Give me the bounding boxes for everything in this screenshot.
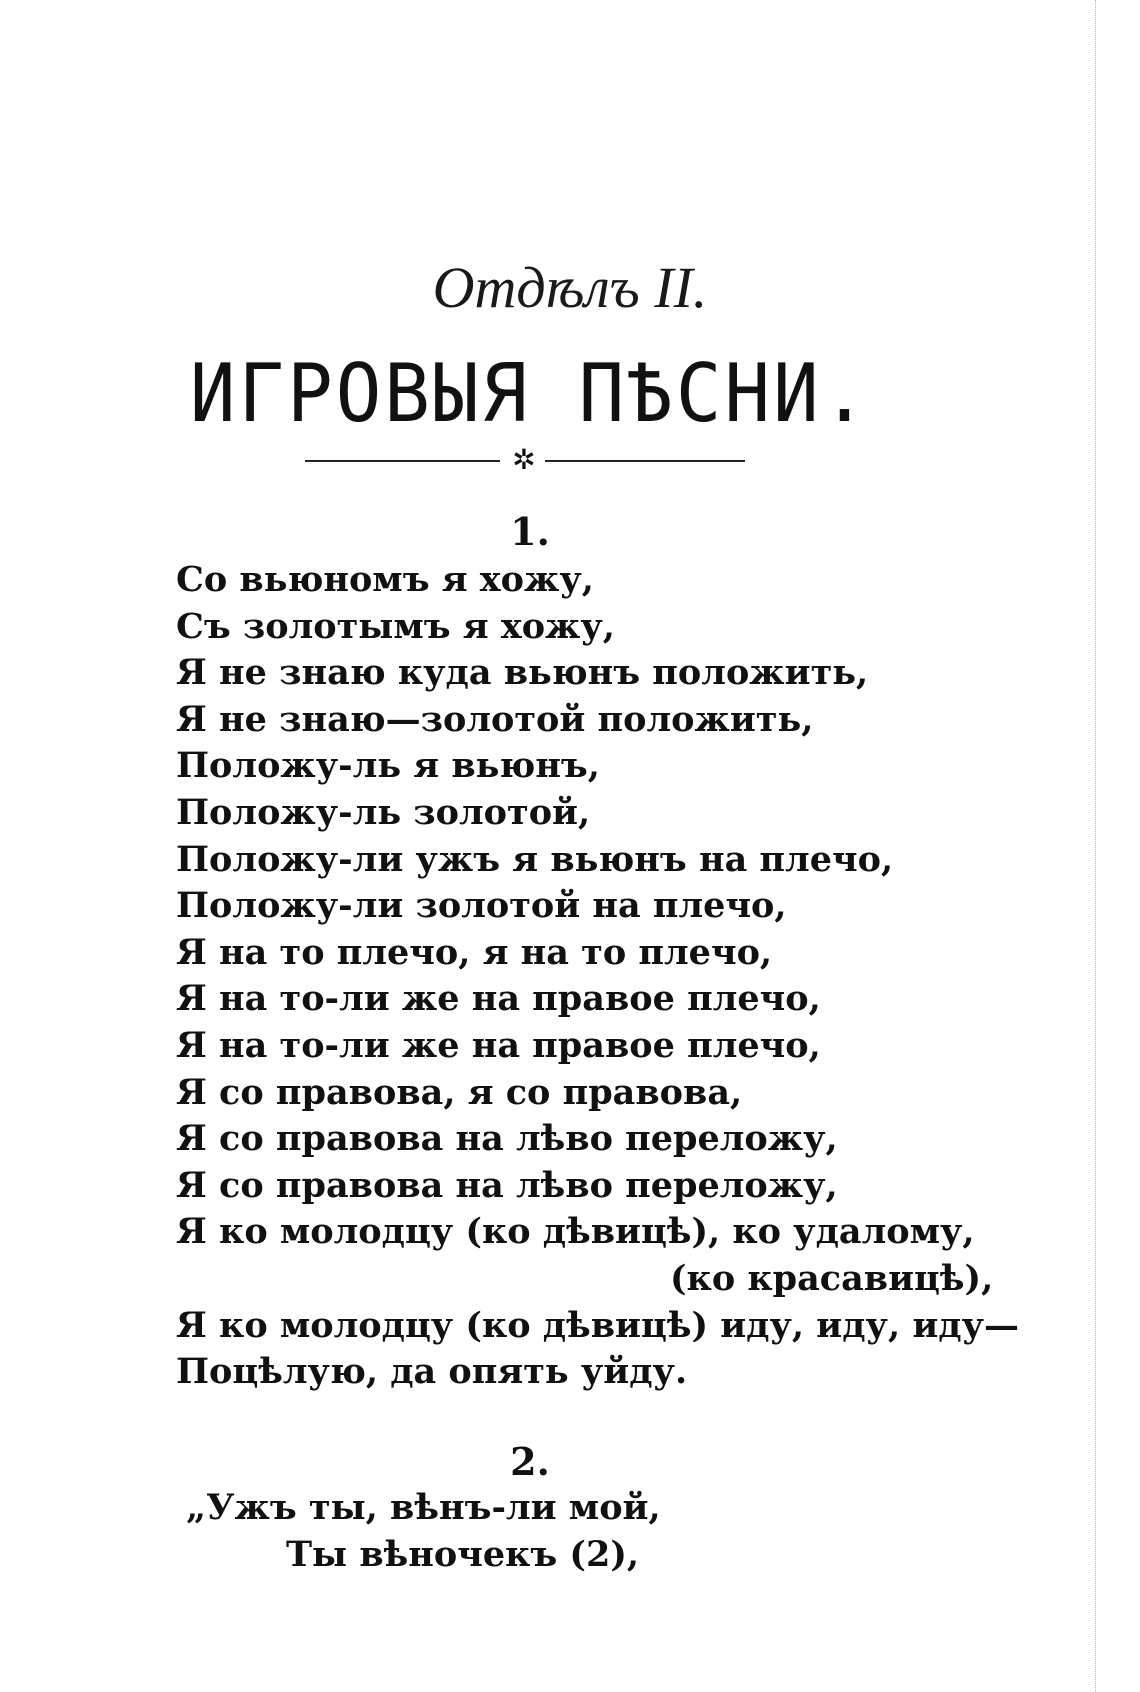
verse-line: Съ золотымъ я хожу, bbox=[176, 605, 615, 647]
verse-line: Я не знаю куда вьюнъ положить, bbox=[176, 652, 869, 694]
verse-line: Я на то-ли же на правое плечо, bbox=[176, 1024, 821, 1066]
verse-line: Положу-ли ужъ я вьюнъ на плечо, bbox=[176, 838, 894, 880]
verse-line: Я на то-ли же на правое плечо, bbox=[176, 978, 821, 1020]
section-title: Отдѣлъ II. bbox=[432, 255, 708, 320]
verse-line: Положу-ль золотой, bbox=[176, 791, 591, 833]
verse-line: Поцѣлую, да опять уйду. bbox=[176, 1351, 688, 1393]
song-text bbox=[176, 557, 1020, 1396]
verse-line: Положу-ль я вьюнъ, bbox=[176, 745, 600, 787]
verse-line: Я со правова на лѣво переложу, bbox=[176, 1118, 838, 1160]
verse-line-continuation: (ко красавицѣ), bbox=[670, 1257, 994, 1299]
verse-line: Со вьюномъ я хожу, bbox=[176, 559, 594, 600]
song-number: 1. bbox=[510, 509, 550, 554]
ornament-rule-right bbox=[545, 460, 745, 462]
flower-ornament-icon: ✲ bbox=[512, 443, 536, 476]
verse-line: Я со правова, я со правова, bbox=[176, 1071, 743, 1113]
verse-line: Я ко молодцу (ко дѣвицѣ) иду, иду, иду— bbox=[176, 1304, 1020, 1346]
page-edge-line bbox=[1095, 0, 1096, 1692]
ornament-divider bbox=[305, 445, 745, 475]
verse-line-indented: Ты вѣночекъ (2), bbox=[286, 1533, 640, 1575]
verse-line: Я ко молодцу (ко дѣвицѣ), ко удалому, bbox=[176, 1211, 975, 1253]
chapter-title: ИГРОВЫЯ ПѢСНИ. bbox=[189, 347, 871, 440]
song-number: 2. bbox=[510, 1439, 550, 1484]
song-text bbox=[186, 1485, 1026, 1578]
verse-line: Я не знаю—золотой положить, bbox=[176, 698, 814, 740]
verse-line: Я со правова на лѣво переложу, bbox=[176, 1164, 838, 1206]
verse-line: „Ужъ ты, вѣнъ-ли мой, bbox=[186, 1487, 661, 1528]
verse-line: Положу-ли золотой на плечо, bbox=[176, 885, 787, 927]
verse-line: Я на то плечо, я на то плечо, bbox=[176, 931, 773, 973]
ornament-rule-left bbox=[305, 460, 500, 462]
